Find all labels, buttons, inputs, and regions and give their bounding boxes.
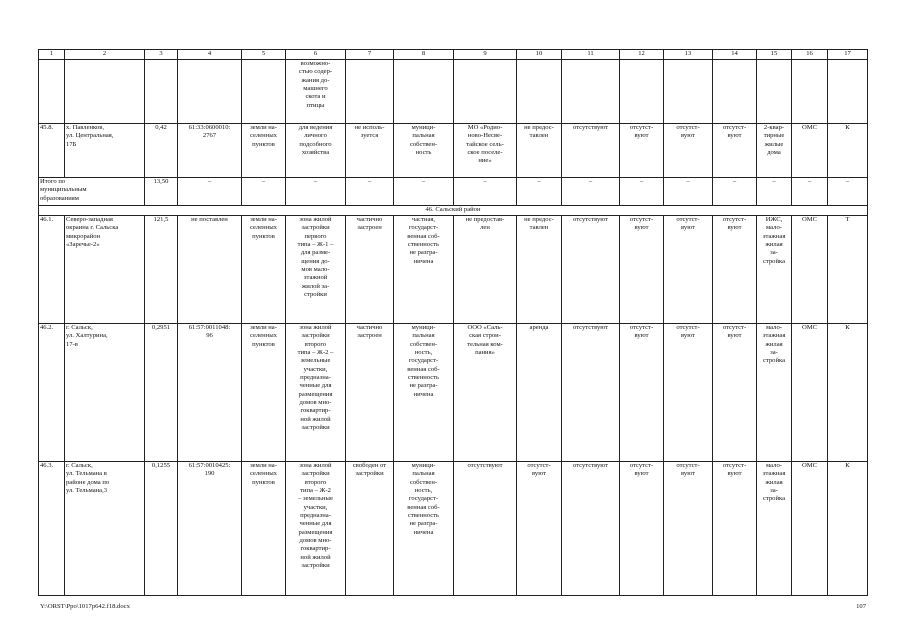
column-number-header: 4 xyxy=(178,50,242,60)
table-cell: 61:57:0010425: 190 xyxy=(178,462,242,596)
table-cell xyxy=(664,60,713,124)
table-cell: – xyxy=(664,178,713,206)
column-number-header: 12 xyxy=(620,50,664,60)
table-cell: отсутствуют xyxy=(562,324,620,462)
table-cell: отсутст- вуют xyxy=(713,216,757,324)
table-cell: муници- пальная собствен- ность, государст- венная соб- ственность не разгра- ничена xyxy=(394,324,454,462)
table-row xyxy=(39,462,868,596)
table-cell: отсутст- вуют xyxy=(620,216,664,324)
table-row xyxy=(39,60,868,124)
table-cell: 61:33:0600010: 2767 xyxy=(178,124,242,178)
table-cell: х. Павленков, ул. Центральная, 17Б xyxy=(65,124,145,178)
table-cell: отсутствуют xyxy=(562,216,620,324)
table-cell: – xyxy=(713,178,757,206)
table-cell: г. Сальск, ул. Тельмана в районе дома по ул. Тельмана,3 xyxy=(65,462,145,596)
table-cell: – xyxy=(454,178,517,206)
table-cell: не предос- тавлен xyxy=(517,124,562,178)
table-cell: отсутствуют xyxy=(562,462,620,596)
table-row xyxy=(39,324,868,462)
table-cell: земли на- селенных пунктов xyxy=(242,324,286,462)
table-cell: для ведения личного подсобного хозяйства xyxy=(286,124,346,178)
column-number-header: 7 xyxy=(346,50,394,60)
table-cell xyxy=(562,60,620,124)
table-cell: – xyxy=(757,178,792,206)
header-row xyxy=(39,50,868,60)
table-cell: аренда xyxy=(517,324,562,462)
table-cell: МО «Родио- ново-Несве- тайское сель- ское поселе- ние» xyxy=(454,124,517,178)
table-cell: отсутст- вуют xyxy=(620,124,664,178)
table-cell: К xyxy=(828,124,868,178)
table-cell: не поставлен xyxy=(178,216,242,324)
table-cell: возможно- стью содер- жания до- машнего скота и птицы xyxy=(286,60,346,124)
table-cell: ОМС xyxy=(792,216,828,324)
column-number-header: 3 xyxy=(145,50,178,60)
document-path: Y:\ORST\Ppo\1017p642.f18.docx xyxy=(40,603,130,610)
table-cell: – xyxy=(286,178,346,206)
table-cell: – xyxy=(828,178,868,206)
table-cell: 46.2. xyxy=(39,324,65,462)
table-cell: земли на- селенных пунктов xyxy=(242,216,286,324)
table-cell: отсутст- вуют xyxy=(713,324,757,462)
table-cell: 0,2951 xyxy=(145,324,178,462)
column-number-header: 11 xyxy=(562,50,620,60)
table-cell: мало- этажная жилая за- стройка xyxy=(757,462,792,596)
table-cell: 0,1255 xyxy=(145,462,178,596)
table-row xyxy=(39,216,868,324)
table-cell: отсутст- вуют xyxy=(620,462,664,596)
table-cell: не исполь- зуется xyxy=(346,124,394,178)
table-cell: не предос- тавлен xyxy=(517,216,562,324)
table-cell: отсутст- вуют xyxy=(664,324,713,462)
table-cell: 45.8. xyxy=(39,124,65,178)
table-cell xyxy=(65,60,145,124)
table-cell: отсутствуют xyxy=(454,462,517,596)
table-cell: частично застроен xyxy=(346,324,394,462)
table-cell xyxy=(39,60,65,124)
table-cell xyxy=(713,60,757,124)
page-number: 107 xyxy=(856,603,866,610)
table-cell: ОМС xyxy=(792,324,828,462)
column-number-header: 6 xyxy=(286,50,346,60)
column-number-header: 2 xyxy=(65,50,145,60)
table-cell: 2-квар- тирные жилые дома xyxy=(757,124,792,178)
table-cell: отсутст- вуют xyxy=(664,462,713,596)
table-cell: 13,50 xyxy=(145,178,178,206)
column-number-header: 14 xyxy=(713,50,757,60)
table-cell: ООО «Саль- ская строи- тельная ком- пания» xyxy=(454,324,517,462)
table-cell xyxy=(517,60,562,124)
table-cell: Северо-западная окраина г. Сальска микрорайон «Заречье-2» xyxy=(65,216,145,324)
table-cell: ОМС xyxy=(792,462,828,596)
table-cell: земли на- селенных пунктов xyxy=(242,462,286,596)
table-cell: свободен от застройки xyxy=(346,462,394,596)
table-cell: не предостав- лен xyxy=(454,216,517,324)
table-cell xyxy=(792,60,828,124)
table-cell: – xyxy=(178,178,242,206)
table-cell xyxy=(242,60,286,124)
table-cell: ИЖС, мало- этажная жилая за- стройка xyxy=(757,216,792,324)
column-number-header: 16 xyxy=(792,50,828,60)
total-row xyxy=(39,178,868,206)
table-cell xyxy=(346,60,394,124)
section-row xyxy=(39,206,868,216)
table-row xyxy=(39,124,868,178)
table-cell: К xyxy=(828,462,868,596)
table-cell: – xyxy=(517,178,562,206)
table-cell: – xyxy=(792,178,828,206)
table-cell: К xyxy=(828,324,868,462)
table-cell: 46.1. xyxy=(39,216,65,324)
table-cell: – xyxy=(242,178,286,206)
table-cell: ОМС xyxy=(792,124,828,178)
total-label: Итого по муниципальным образованиям xyxy=(39,178,145,206)
table-cell: – xyxy=(620,178,664,206)
table-cell: – xyxy=(346,178,394,206)
table-cell: земли на- селенных пунктов xyxy=(242,124,286,178)
column-number-header: 10 xyxy=(517,50,562,60)
table-cell: отсутст- вуют xyxy=(713,124,757,178)
table-cell: зона жилой застройки первого типа – Ж-1 – для разме- щения до- мов мало- этажной жилой за- стройки xyxy=(286,216,346,324)
table-cell xyxy=(757,60,792,124)
land-plots-table xyxy=(38,49,868,596)
table-cell xyxy=(145,60,178,124)
table-cell: отсутст- вуют xyxy=(620,324,664,462)
table-cell xyxy=(620,60,664,124)
column-number-header: 15 xyxy=(757,50,792,60)
table-cell: г. Сальск, ул. Халтурина, 17-в xyxy=(65,324,145,462)
column-number-header: 5 xyxy=(242,50,286,60)
column-number-header: 9 xyxy=(454,50,517,60)
table-cell: отсутствуют xyxy=(562,124,620,178)
table-cell xyxy=(828,60,868,124)
column-number-header: 13 xyxy=(664,50,713,60)
table-cell: 61:57:0011048: 96 xyxy=(178,324,242,462)
column-number-header: 1 xyxy=(39,50,65,60)
table-cell: частично застроен xyxy=(346,216,394,324)
table-cell: – xyxy=(562,178,620,206)
table-cell xyxy=(394,60,454,124)
table-cell: 0,42 xyxy=(145,124,178,178)
column-number-header: 8 xyxy=(394,50,454,60)
table-cell: – xyxy=(394,178,454,206)
table-cell: отсутст- вуют xyxy=(664,216,713,324)
table-cell: муници- пальная собствен- ность xyxy=(394,124,454,178)
table-cell: частная, государст- венная соб- ственность не разгра- ничена xyxy=(394,216,454,324)
table-cell: отсутст- вуют xyxy=(517,462,562,596)
table-cell: отсутст- вуют xyxy=(664,124,713,178)
table-cell: отсутст- вуют xyxy=(713,462,757,596)
table-cell: муници- пальная собствен- ность, государст- венная соб- ственность не разгра- ничена xyxy=(394,462,454,596)
table-cell: Т xyxy=(828,216,868,324)
table-cell: зона жилой застройки второго типа – Ж-2 – земельные участки, предназна- ченные для размещения домов мно- гоквартир- ной жилой застройки xyxy=(286,324,346,462)
table-cell: 46.3. xyxy=(39,462,65,596)
table-cell: 121,5 xyxy=(145,216,178,324)
table-cell: зона жилой застройки второго типа – Ж-2 – земельные участки, предназна- ченные для размещения домов мно- гоквартир- ной жилой застройки xyxy=(286,462,346,596)
column-number-header: 17 xyxy=(828,50,868,60)
table-cell xyxy=(178,60,242,124)
table-cell xyxy=(454,60,517,124)
section-title: 46. Сальский район xyxy=(39,206,868,216)
table-cell: мало- этажная жилая за- стройка xyxy=(757,324,792,462)
